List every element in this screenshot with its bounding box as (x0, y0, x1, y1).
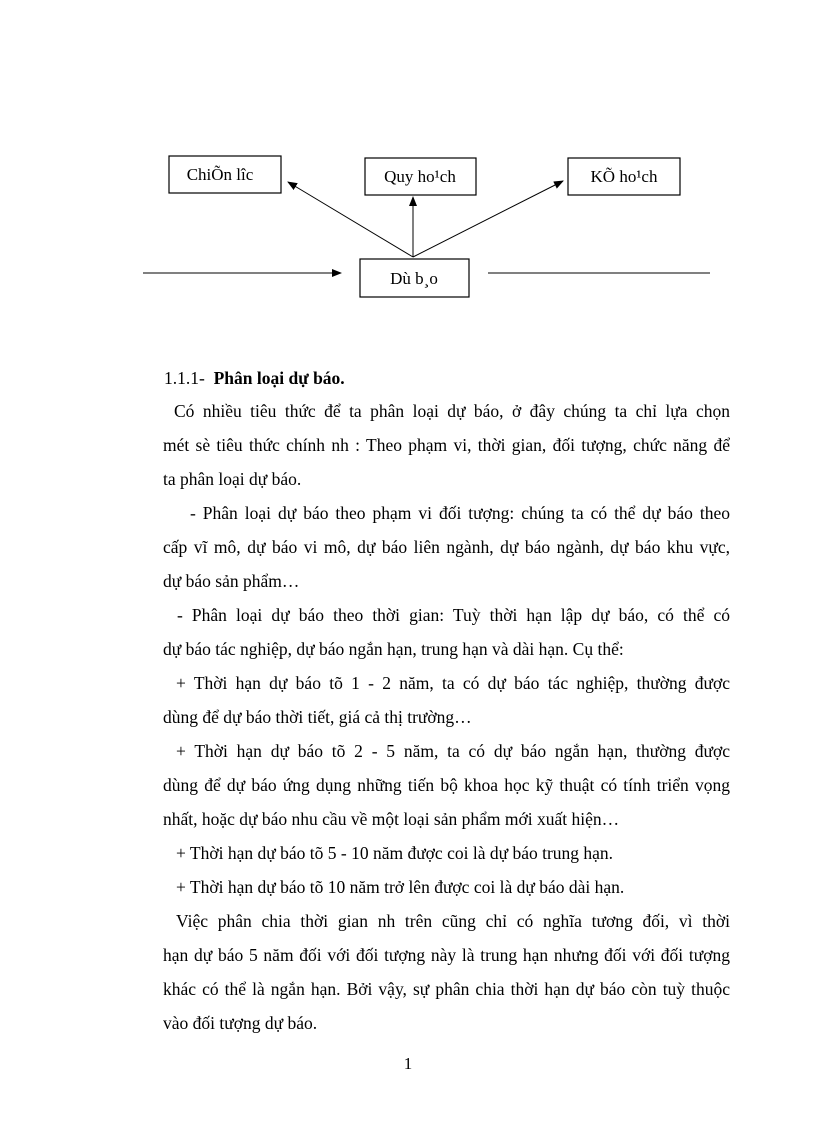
paragraph-line: ta phân loại dự báo. (163, 469, 302, 489)
paragraph-line: cấp vĩ mô, dự báo vi mô, dự báo liên ngành, dự báo ngành, dự báo khu vực, (163, 537, 730, 557)
box-du-bao (360, 259, 469, 297)
box-chien-luoc (169, 156, 281, 193)
paragraph-line: nhất, hoặc dự báo nhu cầu về một loại sản phẩm mới xuất hiện… (163, 809, 620, 829)
box-du-bao-label: Dù b¸o (390, 269, 438, 288)
paragraph-line: vào đối tượng dự báo. (163, 1013, 318, 1033)
paragraph-line: + Thời hạn dự báo tõ 1 - 2 năm, ta có dự báo tác nghiệp, thường được (176, 673, 730, 693)
paragraph-line: dự báo tác nghiệp, dự báo ngắn hạn, trung hạn và dài hạn. Cụ thể: (163, 639, 624, 659)
paragraph-line: Có nhiều tiêu thức để ta phân loại dự báo, ở đây chúng ta chỉ lựa chọn (174, 401, 730, 421)
paragraph-line: + Thời hạn dự báo tõ 5 - 10 năm được coi là dự báo trung hạn. (176, 843, 614, 863)
section-heading (164, 366, 345, 390)
box-ke-hoach (568, 158, 680, 195)
forecast-diagram (0, 0, 816, 330)
paragraph-line: dự báo sản phẩm… (163, 571, 300, 591)
box-quy-hoach-label: Quy ho¹ch (384, 167, 456, 186)
section-number: 1.1.1- (164, 368, 205, 388)
paragraph-line: + Thời hạn dự báo tõ 2 - 5 năm, ta có dự báo ngắn hạn, thường được (176, 741, 730, 761)
paragraph-line: dùng để dự báo thời tiết, giá cả thị trường… (163, 707, 472, 727)
box-ke-hoach-label: KÕ ho¹ch (590, 167, 658, 186)
paragraph-line: - Phân loại dự báo theo thời gian: Tuỳ thời hạn lập dự báo, có thể có (177, 605, 730, 625)
section-title: Phân loại dự báo. (213, 368, 345, 388)
box-quy-hoach (365, 158, 476, 195)
paragraph-line: - Phân loại dự báo theo phạm vi đối tượng: chúng ta có thể dự báo theo (190, 503, 730, 523)
page-number: 1 (403, 1054, 413, 1073)
box-chien-luoc-label: ChiÕn lîc (186, 165, 254, 184)
paragraph-line: dùng để dự báo ứng dụng những tiến bộ khoa học kỹ thuật có tính triển vọng (163, 775, 730, 795)
paragraph-line: mét sè tiêu thức chính nh : Theo phạm vi, thời gian, đối tượng, chức năng để (163, 435, 730, 455)
paragraph-line: Việc phân chia thời gian nh trên cũng chỉ có nghĩa tương đối, vì thời (176, 911, 730, 931)
paragraph-line: khác có thể là ngắn hạn. Bởi vậy, sự phân chia thời hạn dự báo còn tuỳ thuộc (163, 979, 730, 999)
paragraph-line: + Thời hạn dự báo tõ 10 năm trở lên được coi là dự báo dài hạn. (176, 877, 625, 897)
paragraph-line: hạn dự báo 5 năm đối với đối tượng này là trung hạn nhưng đối với đối tượng (163, 945, 730, 965)
